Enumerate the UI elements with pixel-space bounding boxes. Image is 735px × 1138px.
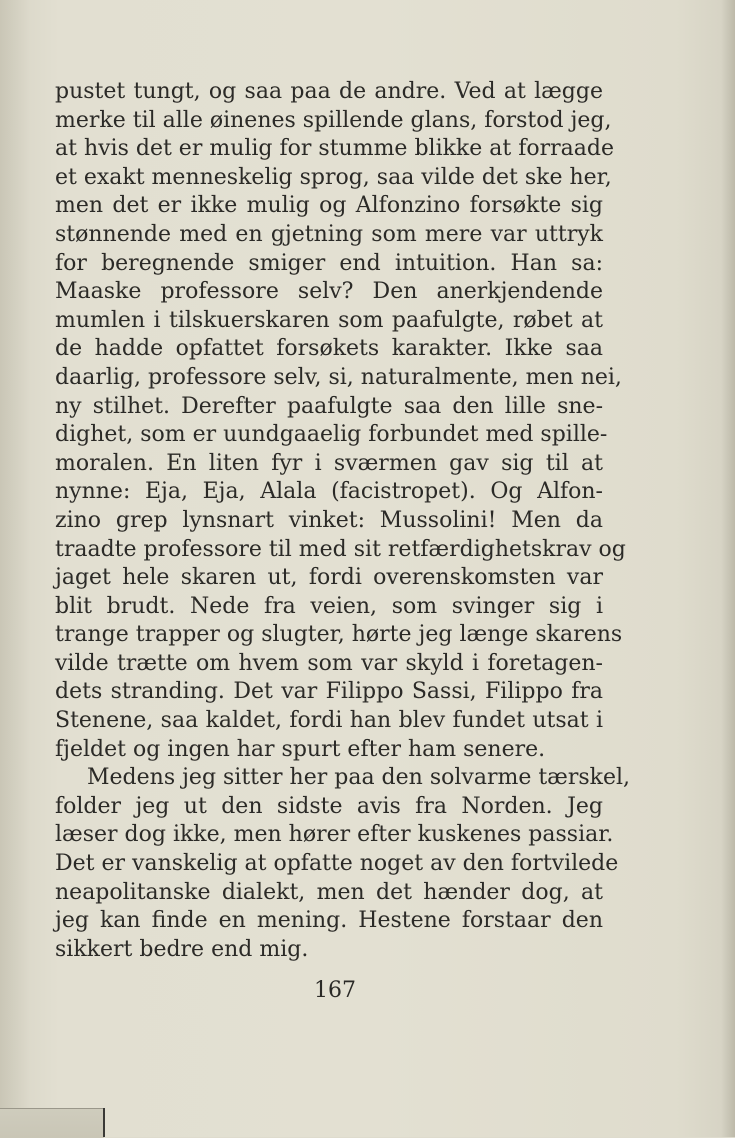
text-line: stønnende med en gjetning som mere var uttryk	[55, 221, 603, 247]
text-line: men det er ikke mulig og Alfonzino forsøkte sig	[55, 193, 603, 219]
body-text	[55, 78, 631, 964]
corner-tab-shading	[0, 1108, 104, 1138]
text-line: daarlig, professore selv, si, naturalmente, men nei,	[55, 364, 622, 390]
text-line: vilde trætte om hvem som var skyld i foretagen-	[55, 650, 603, 676]
text-line: blit brudt. Nede fra veien, som svinger sig i	[55, 593, 603, 619]
text-line: traadte professore til med sit retfærdighetskrav og	[55, 536, 626, 562]
text-line: fjeldet og ingen har spurt efter ham senere.	[55, 736, 546, 762]
text-line: Stenene, saa kaldet, fordi han blev fundet utsat i	[55, 708, 603, 734]
text-line: zino grep lynsnart vinket: Mussolini! Men da	[55, 507, 603, 533]
page-edge-shadow	[721, 0, 735, 1137]
text-line: de hadde opfattet forsøkets karakter. Ikke saa	[55, 336, 603, 362]
text-line: et exakt menneskelig sprog, saa vilde det ske her,	[55, 164, 612, 190]
text-line: sikkert bedre end mig.	[55, 936, 309, 962]
corner-tab-edge	[103, 1108, 105, 1137]
text-line: jaget hele skaren ut, fordi overenskomsten var	[55, 565, 603, 591]
text-line: nynne: Eja, Eja, Alala (facistropet). Og Alfon-	[55, 479, 603, 505]
page-gutter-shadow	[0, 0, 30, 1137]
text-line: Det er vanskelig at opfatte noget av den fortvilede	[55, 851, 619, 877]
page-number: 167	[314, 978, 356, 1003]
text-line: dets stranding. Det var Filippo Sassi, Filippo fra	[55, 679, 603, 705]
text-line: folder jeg ut den sidste avis fra Norden. Jeg	[55, 793, 603, 819]
text-line: merke til alle øinenes spillende glans, forstod jeg,	[55, 107, 612, 133]
text-line: trange trapper og slugter, hørte jeg længe skarens	[55, 622, 623, 648]
text-line: moralen. En liten fyr i sværmen gav sig til at	[55, 450, 603, 476]
text-line: at hvis det er mulig for stumme blikke at forraade	[55, 136, 614, 162]
text-line: læser dog ikke, men hører efter kuskenes passiar.	[55, 822, 614, 848]
text-line: ny stilhet. Derefter paafulgte saa den lille sne-	[55, 393, 603, 419]
text-line: neapolitanske dialekt, men det hænder dog, at	[55, 879, 603, 905]
text-line: pustet tungt, og saa paa de andre. Ved at lægge	[55, 79, 603, 104]
text-line: Maaske professore selv? Den anerkjendende	[55, 279, 603, 305]
text-line: for beregnende smiger end intuition. Han sa:	[55, 250, 603, 276]
text-line: jeg kan finde en mening. Hestene forstaar den	[55, 908, 603, 934]
text-line: mumlen i tilskuerskaren som paafulgte, røbet at	[55, 307, 603, 333]
text-line: Medens jeg sitter her paa den solvarme tærskel,	[87, 765, 631, 791]
text-line: dighet, som er uundgaaelig forbundet med spille-	[55, 422, 608, 448]
